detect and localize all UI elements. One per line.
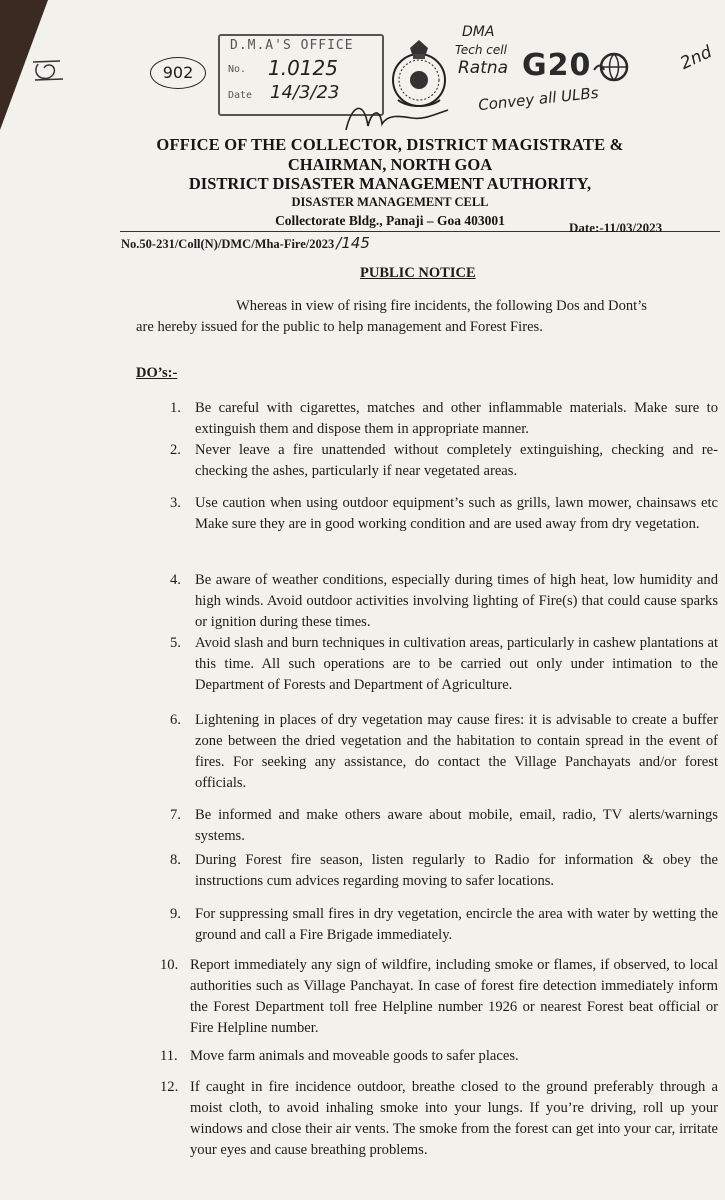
notice-intro-second-line: are hereby issued for the public to help management and Forest Fires. <box>136 319 543 335</box>
list-item-text: During Forest fire season, listen regularly to Radio for information & obey the instructions cum advices regarding moving to safer locations. <box>195 852 718 889</box>
list-item <box>170 904 718 946</box>
list-item-number: 5. <box>170 635 181 651</box>
reference-date-label: Date:- <box>569 220 604 235</box>
list-item <box>160 1077 718 1161</box>
g20-logo <box>522 48 642 88</box>
list-item-number: 1. <box>170 400 181 416</box>
list-item-number: 3. <box>170 495 181 511</box>
list-item <box>170 398 718 440</box>
list-item-number: 2. <box>170 442 181 458</box>
pen-scribble-mark <box>30 58 66 84</box>
list-item-number: 10. <box>160 957 179 973</box>
list-item <box>170 805 718 847</box>
stamp-date-value: 14/3/23 <box>270 82 340 103</box>
g20-lotus-globe-icon <box>592 50 632 82</box>
list-item <box>170 440 718 482</box>
handwritten-note-tech-cell: Tech cell <box>455 43 507 57</box>
list-item <box>160 1046 718 1067</box>
dos-heading: DO’s:- <box>136 365 178 381</box>
header-line-office: OFFICE OF THE COLLECTOR, DISTRICT MAGISTRATE & <box>156 135 624 154</box>
list-item-text: For suppressing small fires in dry vegetation, encircle the area with water by wetting the ground and call a Fire Brigade immediately. <box>195 906 718 943</box>
list-item-text: Avoid slash and burn techniques in cultivation areas, particularly in cashew plantations at this time. All such operations are to be carried out only under intimation to the Department of Forests and Department of Agriculture. <box>195 635 718 693</box>
header-line-address: Collectorate Bldg., Panaji – Goa 403001 <box>275 213 505 228</box>
header-line-cell: DISASTER MANAGEMENT CELL <box>291 195 489 209</box>
list-item <box>170 710 718 794</box>
reference-number-text: No.50-231/Coll(N)/DMC/Mha-Fire/2023 <box>121 237 335 251</box>
list-item-text: Move farm animals and moveable goods to safer places. <box>190 1048 519 1064</box>
g20-logo-text: G20 <box>522 48 592 83</box>
handwritten-signature <box>342 96 452 136</box>
list-item <box>170 850 718 892</box>
list-item-text: Never leave a fire unattended without completely extinguishing, checking and re-checking the ashes, particularly if near vegetated areas. <box>195 442 718 479</box>
list-item <box>170 570 718 633</box>
header-line-authority: DISTRICT DISASTER MANAGEMENT AUTHORITY, <box>188 174 592 193</box>
stamp-no-label: No. <box>228 64 247 75</box>
notice-intro <box>136 296 716 338</box>
stamp-title: D.M.A'S OFFICE <box>230 38 354 53</box>
list-item-text: Report immediately any sign of wildfire, including smoke or flames, if observed, to local authorities such as Village Panchayat. In case of forest fire detection immediately inform the Forest Department toll free Helpline number 1926 or nearest Forest beat official or Fire Helpline number. <box>190 957 718 1036</box>
reference-date <box>569 220 662 236</box>
list-item <box>170 633 718 696</box>
list-item-number: 12. <box>160 1079 179 1095</box>
list-item-number: 8. <box>170 852 181 868</box>
notice-title: PUBLIC NOTICE <box>360 265 476 281</box>
reference-number <box>121 234 370 252</box>
list-item-text: Be careful with cigarettes, matches and other inflammable materials. Make sure to extinguish them and dispose them in appropriate manner. <box>195 400 718 437</box>
list-item-number: 7. <box>170 807 181 823</box>
list-item-number: 11. <box>160 1048 178 1064</box>
list-item <box>160 955 718 1039</box>
list-item-text: Use caution when using outdoor equipment’s such as grills, lawn mower, chainsaws etc Make sure they are in good working condition and are used away from dry vegetation. <box>195 495 718 532</box>
handwritten-ref-circle: 902 <box>150 57 206 89</box>
list-item-number: 9. <box>170 906 181 922</box>
stamp-date-label: Date <box>228 90 253 101</box>
reference-handwritten-suffix: /145 <box>336 234 370 252</box>
handwritten-note-2nd: 2nd <box>677 42 716 74</box>
list-item-text: Lightening in places of dry vegetation may cause fires: it is advisable to create a buffer zone between the dried vegetation and the habitation to contain spread in the event of fires. For seeking any assistance, do contact the Village Panchayats and/or forest officials. <box>195 712 718 791</box>
handwritten-note-dma: DMA <box>462 24 495 40</box>
handwritten-note-convey: Convey all ULBs <box>477 83 600 115</box>
list-item-text: Be informed and make others aware about mobile, email, radio, TV alerts/warnings systems. <box>195 807 718 844</box>
reference-date-value: 11/03/2023 <box>603 220 663 235</box>
list-item-number: 6. <box>170 712 181 728</box>
list-item-number: 4. <box>170 572 181 588</box>
list-item-text: Be aware of weather conditions, especially during times of high heat, low humidity and high winds. Avoid outdoor activities involving lighting of Fire(s) that could cause sparks or ignition during these times. <box>195 572 718 630</box>
header-line-chairman: CHAIRMAN, NORTH GOA <box>287 155 493 174</box>
notice-intro-first-line: Whereas in view of rising fire incidents, the following Dos and Dont’s <box>236 298 647 314</box>
handwritten-note-ratna: Ratna <box>458 58 509 78</box>
list-item <box>170 493 718 535</box>
list-item-text: If caught in fire incidence outdoor, breathe closed to the ground preferably through a moist cloth, to avoid inhaling smoke into your lungs. If you’re driving, roll up your windows and close their air vents. The smoke from the forest can get into your car, irritate your eyes and cause breathing problems. <box>190 1079 718 1158</box>
stamp-no-value: 1.0125 <box>268 56 338 80</box>
